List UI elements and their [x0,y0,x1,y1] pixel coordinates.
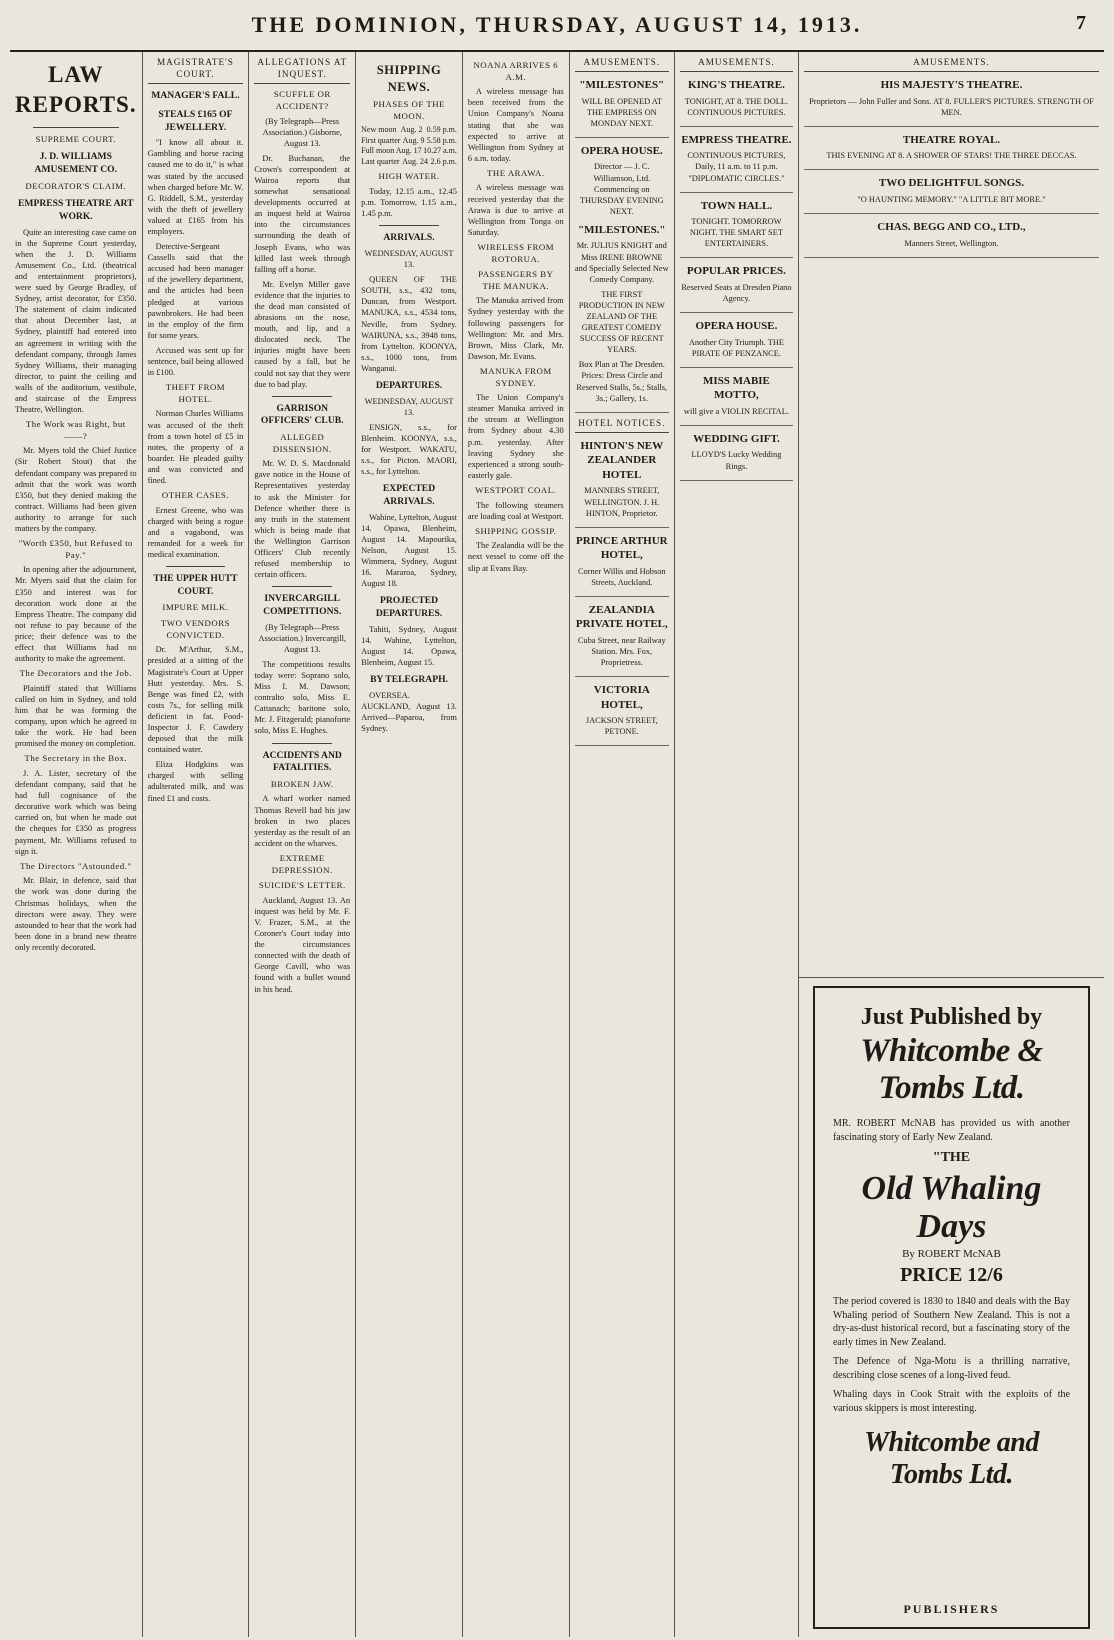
article-paragraph: Dr. M'Arthur, S.M., presided at a sitting of the Magistrate's Court at Upper Hutt yesterday. Mrs. S. Benge was fined £2, with costs 7s., for selling milk deficient in fat. Food-Inspector J. F. Cawdery deposed that the milk contained water. [147,645,244,755]
section-heading: The Decorators and the Job. [19,668,132,679]
section-heading: NOANA ARRIVES 6 A.M. [473,60,559,82]
column-law-reports [10,52,143,1637]
article-paragraph: "I know all about it. Gambling and horse racing caused me to do it," is what was stated by the accused when charged before Mr. W. G. Riddell, S.M., yesterday with the theft of jewellery valued at £165 from his employers. [147,138,244,236]
ad-title: VICTORIA HOTEL, [593,684,650,711]
ad-text: JACKSON STREET, PETONE. [585,716,658,737]
advertisement [804,78,1099,127]
column-amusements-3 [799,52,1104,977]
section-heading: THEFT FROM HOTEL. [165,382,226,404]
article-paragraph: J. A. Lister, secretary of the defendant company, said that he had full cognisance of the decorative work which was being carried on, but when he made out the cheques for £350 as progress payment, Mr. Williams refused to sign it. [15,768,137,856]
ad-title: THEATRE ROYAL. [902,133,1001,146]
section-heading: EXPECTED ARRIVALS. [382,483,436,507]
ad-title: OPERA HOUSE. [695,320,778,333]
article-paragraph: Mr. Evelyn Miller gave evidence that the injuries to the dead man consisted of abrasions on the nose, mouth, and lip, and a dislocated neck. The injuries might have been caused by a fall, but he could not say that they were due to bad play. [254,279,351,389]
article-paragraph: Accused was sent up for sentence, bail being allowed in £100. [147,345,244,378]
ad-text: Box Plan at The Dresden. Prices: Dress Circle and Reserved Stalls, 5s.; Stalls, 3s.; Gallery, 1s. [576,360,668,403]
advertisement [575,439,669,528]
ad-title: CHAS. BEGG AND CO., LTD., [877,221,1026,234]
article-paragraph: Ernest Greene, who was charged with being a rogue and a vagabond, was remanded for a week for medical examination. [147,505,244,560]
dateline: (By Telegraph—Press Association.) Invercargill, August 13. [258,622,346,654]
article-paragraph: Mr. W. D. S. Macdonald gave notice in the House of Representatives yesterday to ask the Minister for Defence whether there is any truth in the statement which is being made that the Wellington Garrison Officers' Club recently refused membership to certain officers. [254,459,351,580]
advertisement [680,319,793,368]
moon-phase-row: Last quarter Aug. 24 2.6 p.m. [361,156,457,166]
case-title: J. D. WILLIAMS AMUSEMENT CO. [34,151,117,175]
dateline: WEDNESDAY, AUGUST 13. [364,396,454,417]
section-heading: BY TELEGRAPH. [370,673,448,685]
column-inquest [249,52,356,1637]
article-paragraph: Dr. Buchanan, the Crown's correspondent at Wairoa reports that somewhat sensational developments occurred at an inquest held at Wairoa into the circumstances surrounding the death of Joseph Evans, who was killed last week through falling off a horse. [254,153,351,274]
article-paragraph: The Zealandia will be the next vessel to come off the slip at Evans Bay. [467,541,564,573]
column-heading: AMUSEMENTS. [680,56,793,72]
article-paragraph: The competitions results today were: Soprano solo, Miss I. M. Dawson; contralto solo, Miss E. Cattanach; baritone solo, Mr. J. Fitzgerald; pianoforte solo, Miss E. Hughes. [254,659,351,736]
ad-title: TOWN HALL. [700,199,773,212]
article-paragraph: ENSIGN, s.s., for Blenheim. KOONYA, s.s., for Westport. WAKATU, s.s., for Picton. MAORI, s.s., for Lyttelton. [361,422,457,477]
dateline: (By Telegraph—Press Association.) Gisborne, August 13. [262,116,342,148]
ad-title: POPULAR PRICES. [686,265,786,278]
section-heading: "Worth £350, but Refused to Pay." [18,538,133,560]
article-paragraph: A wireless message was received yesterday that the Arawa is due to arrive at Wellington from Tonga on Saturday. [467,183,564,237]
article-paragraph: The following steamers are loading coal at Westport. [467,500,564,521]
article-paragraph: QUEEN OF THE SOUTH, s.s., 432 tons, Duncan, from Westport. MANUKA, s.s., 4534 tons, Neville, from Sydney. WAIRUNA, s.s., 3948 tons, from Lyttelton. KOONYA, s.s., 1000 tons, from Wanganui. [361,275,457,373]
column-heading: AMUSEMENTS. [575,56,669,72]
section-heading: IMPURE MILK. [162,602,229,613]
article-title: ACCIDENTS AND FATALITIES. [262,749,342,774]
ad-text: Cuba Street, near Railway Station. Mrs. Fox, Proprietress. [577,635,666,668]
dateline: WEDNESDAY, AUGUST 13. [364,248,454,270]
ad-title: PRINCE ARTHUR HOTEL, [576,534,668,562]
advertisement [804,133,1099,171]
ad-text: "O HAUNTING MEMORY." "A LITTLE BIT MORE." [857,194,1046,204]
ad-text: Reserved Seats at Dresden Piano Agency. [681,282,792,304]
article-title: GARRISON OFFICERS' CLUB. [260,402,344,427]
section-heading: The Work was Right, but ——? [25,419,126,441]
section-heading: The Directors "Astounded." [20,860,132,871]
law-reports-heading: LAW REPORTS. [15,62,137,118]
ad-title: OPERA HOUSE. [580,144,663,157]
section-heading: EXTREME DEPRESSION. [271,852,333,875]
column-heading: ALLEGATIONS AT INQUEST. [254,56,350,84]
ad-text: Another City Triumph. THE PIRATE OF PENZANCE. [688,337,785,358]
book-price [900,1264,1003,1287]
section-heading: WESTPORT COAL. [475,484,557,495]
ad-title: "MILESTONES." [578,223,666,236]
right-top-ads [799,52,1104,978]
article-paragraph: Wahine, Lyttelton, August 14. Opawa, Blenheim, August 14. Mapourika, Nelson, August 15. Wimmera, Sydney, August 16. Mararoa, Sydney, August 18. [361,512,457,589]
ad-text: Manners Street, Wellington. [904,238,999,248]
advertisement [575,683,669,746]
right-section [799,52,1104,1637]
divider [272,586,332,587]
article-title: THE UPPER HUTT COURT. [153,573,238,597]
ad-title: MISS MABIE MOTTO, [702,374,770,402]
section-heading: DEPARTURES. [375,379,443,391]
shipping-heading: SHIPPING NEWS. [376,63,442,94]
advertisement [575,603,669,677]
publishers-label: PUBLISHERS [903,1602,1000,1616]
ad-text: Mr. JULIUS KNIGHT and Miss IRENE BROWNE and Specially Selected New Comedy Company. [574,241,669,284]
ad-body: Whaling days in Cook Strait with the exploits of the various skippers is most interesting. [832,1389,1070,1414]
article-paragraph: The Manuka arrived from Sydney yesterday with the following passengers for Wellington: Mr. and Mrs. Brown, Miss Clark, Mr. Dawson, Mr. Evans. [467,296,564,361]
ad-text: MANNERS STREET, WELLINGTON. J. H. HINTON, Proprietor. [584,486,660,518]
advertisement [575,144,669,413]
ad-title: EMPRESS THEATRE. [681,133,792,146]
article-paragraph: Mr. Blair, in defence, said that the work was done during the Christmas holidays, when the directors were away. They were astounded to hear that the work had been done in a brand new theatre only recently decorated. [15,876,137,952]
ad-title: TWO DELIGHTFUL SONGS. [878,177,1025,190]
advertisement [680,264,793,313]
ad-title: ZEALANDIA PRIVATE HOTEL, [575,603,668,631]
section-heading: SUICIDE'S LETTER. [258,880,346,891]
ad-text: will give a VIOLIN RECITAL. [683,406,789,416]
article-subtitle: STEALS £165 OF JEWELLERY. [158,108,233,133]
ad-text: LLOYD'S Lucky Wedding Rings. [691,450,782,471]
book-title: Old Whaling Days [861,1170,1042,1245]
article-paragraph: Auckland, August 13. An inquest was held by Mr. F. V. Frazer, S.M., at the Coroner's Court today into the circumstances connected with the death of George Cavill, who was found with a bullet wound in his head. [254,895,351,994]
title-prefix: "THE [932,1150,971,1165]
section-heading: TWO VENDORS CONVICTED. [160,618,231,640]
article-paragraph: Plaintiff stated that Williams called on him in Sydney, and told him that he was forming the company, upon which he agreed to take the work. He had been promised the money on completion. [15,683,137,749]
price-value: 12/6 [967,1264,1003,1286]
case-subtitle-2: EMPRESS THEATRE ART WORK. [18,198,134,222]
ad-text: Proprietors — John Fuller and Sons. AT 8. FULLER'S PICTURES. STRENGTH OF MEN. [809,96,1094,117]
section-heading: ARRIVALS. [383,232,435,244]
section-heading: The Secretary in the Box. [24,753,128,764]
article-paragraph: Norman Charles Williams was accused of the theft from a town hotel of £5 in notes, the property of a boarder. He pleaded guilty and was convicted and fined. [147,409,244,485]
ad-title: "MILESTONES" [579,79,665,92]
ad-text: THIS EVENING AT 8. A SHOWER OF STARS! THE THREE DECCAS. [826,151,1077,161]
ad-text: WILL BE OPENED AT THE EMPRESS ON MONDAY NEXT. [581,96,662,128]
masthead-title: THE DOMINION, THURSDAY, AUGUST 14, 1913. [251,12,863,37]
page-number: 7 [1076,12,1086,34]
article-paragraph: Tahiti, Sydney, August 14. Wahine, Lyttelton, August 14. Opawa, Blenheim, August 15. [361,624,457,667]
advertisement [680,199,793,259]
column-magistrates-court [143,52,250,1637]
article-paragraph: The Union Company's steamer Manuka arrived in the stream at Wellington from Sydney about 4.30 p.m. yesterday. After leaving Sydney she experienced a strong south-easterly gale. [467,393,564,480]
divider [33,127,119,128]
article-paragraph: A wireless message has been received from the Union Company's Noana stating that she was expected to arrive at Wellington from Sydney at 6 a.m. today. [467,87,564,163]
ad-intro: MR. ROBERT McNAB has provided us with another fascinating story of Early New Zealand. [832,1118,1070,1143]
ad-text: Corner Willis and Hobson Streets, Auckland. [577,566,666,587]
court-name: SUPREME COURT. [35,133,117,144]
moon-phase-row: Full moon Aug. 17 10.27 a.m. [361,146,457,156]
ad-text: CONTINUOUS PICTURES, Daily, 11 a.m. to 11 p.m. "DIPLOMATIC CIRCLES." [687,151,786,183]
section-heading: SHIPPING GOSSIP. [475,525,557,536]
book-author: By ROBERT McNAB [902,1248,1001,1260]
article-paragraph: A wharf worker named Thomas Revell had his jaw broken in two places yesterday as the result of an accident on the wharves. [254,794,351,848]
section-heading: THE ARAWA. [487,167,545,178]
article-paragraph: Eliza Hodgkins was charged with selling adulterated milk, and was fined £1 and costs. [147,760,244,803]
ad-title: WEDDING GIFT. [693,432,780,445]
advertisement [804,176,1099,214]
ad-text: THE FIRST PRODUCTION IN NEW ZEALAND OF THE GREATEST COMEDY SUCCESS OF RECENT YEARS. [578,289,665,355]
ad-text: TONIGHT, AT 8. THE DOLL. CONTINUOUS PICTURES. [684,96,789,117]
ad-text: Director — J. C. Williamson, Ltd. Commencing on THURSDAY EVENING NEXT. [579,162,664,216]
advertisement [575,78,669,138]
divider [166,566,226,567]
section-heading: OTHER CASES. [161,490,229,501]
column-amusements-hotels [570,52,675,1637]
moon-phase-row: New moon Aug. 2 0.59 p.m. [361,125,457,135]
column-shipping-continued [463,52,570,1637]
section-heading: SCUFFLE OR ACCIDENT? [273,89,331,111]
section-heading: WIRELESS FROM ROTORUA. [477,241,555,264]
column-shipping-news [356,52,463,1637]
article-paragraph: In opening after the adjournment, Mr. Myers said that the claim for £350 and interest was for decoration work done at the Empress Theatre. The company did not refuse to pay because of the price; their defence was to the effect that Williams had no authority to make the agreement. [15,565,137,664]
divider [272,743,332,744]
section-heading: PHASES OF THE MOON. [373,99,445,121]
article-paragraph: Today, 12.15 a.m., 12.45 p.m. Tomorrow, 1.15 a.m., 1.45 p.m. [361,187,457,219]
column-heading: MAGISTRATE'S COURT. [148,56,244,84]
ad-title: HIS MAJESTY'S THEATRE. [880,79,1023,92]
columns [10,52,1104,1637]
section-heading: BROKEN JAW. [270,778,334,789]
ad-lead-line: Just Published by [860,1004,1043,1030]
ad-body: The Defence of Nga-Motu is a thrilling narrative, describing close scenes of a long-lived feud. [832,1356,1070,1381]
section-heading: PASSENGERS BY THE MANUKA. [478,269,554,291]
advertisement [680,374,793,426]
masthead [10,0,1104,52]
article-paragraph: Quite an interesting case came on in the Supreme Court yesterday, when the J. D. Williams Amusement Co., Ltd. (theatrical and entertainment proprietors), were sued by George Bradley, of Sydney, artist decorator, for £350. The statement of claim indicated that about December last, at Sydney, plaintiff had entered into an agreement in writing with the defendant company, through James Sydney Williams, their managing director, to paint the ceiling and walls of the auditorium, vestibule, and staircase of the Empress Theatre, Wellington. [15,227,137,415]
moon-phase-row: First quarter Aug. 9 5.58 p.m. [361,135,457,145]
section-heading: PROJECTED DEPARTURES. [375,595,443,619]
case-subtitle: DECORATOR'S CLAIM. [25,180,127,191]
publisher-footer: Whitcombe and Tombs Ltd. [864,1427,1039,1490]
column-heading: AMUSEMENTS. [804,56,1099,72]
ad-title: HINTON'S NEW ZEALANDER HOTEL [580,439,664,481]
advertisement [575,534,669,597]
divider [379,225,439,226]
column-heading: HOTEL NOTICES. [575,417,669,433]
section-heading: HIGH WATER. [378,171,440,182]
article-paragraph: OVERSEA. AUCKLAND, August 13. Arrived—Paparoa, from Sydney. [361,690,457,733]
publisher-name: Whitcombe & Tombs Ltd. [860,1033,1043,1106]
ad-title: KING'S THEATRE. [688,79,785,92]
article-title: MANAGER'S FALL. [151,90,240,102]
advertisement [680,432,793,481]
article-paragraph: Mr. Myers told the Chief Justice (Sir Robert Stout) that the defendant company was prepared to admit that the work was worth £350, but they denied making the contract. Williams had been given authority to arrange for such matters by the company. [15,446,137,534]
book-advertisement [813,986,1090,1629]
section-heading: MANUKA FROM SYDNEY. [479,365,552,388]
column-amusements-2 [675,52,799,1637]
article-title: INVERCARGILL COMPETITIONS. [263,593,342,617]
ad-body: The period covered is 1830 to 1840 and deals with the Bay Whaling period of Southern New Zealand. This is not a dry-as-dust historical record, but a fascinating story of the early times in New Zealand. [832,1296,1070,1348]
section-heading: ALLEGED DISSENSION. [272,432,332,454]
divider [272,396,332,397]
article-paragraph: Detective-Sergeant Cassells said that the accused had been manager of the jewellery department, and the articles had been pledged at various pawnbrokers. He had been in the employ of the firm for some years. [147,242,244,340]
ad-text: TONIGHT. TOMORROW NIGHT. THE SMART SET ENTERTAINERS. [689,217,783,249]
advertisement [804,220,1099,258]
advertisement [680,133,793,193]
price-label: PRICE [900,1264,963,1286]
advertisement [680,78,793,127]
